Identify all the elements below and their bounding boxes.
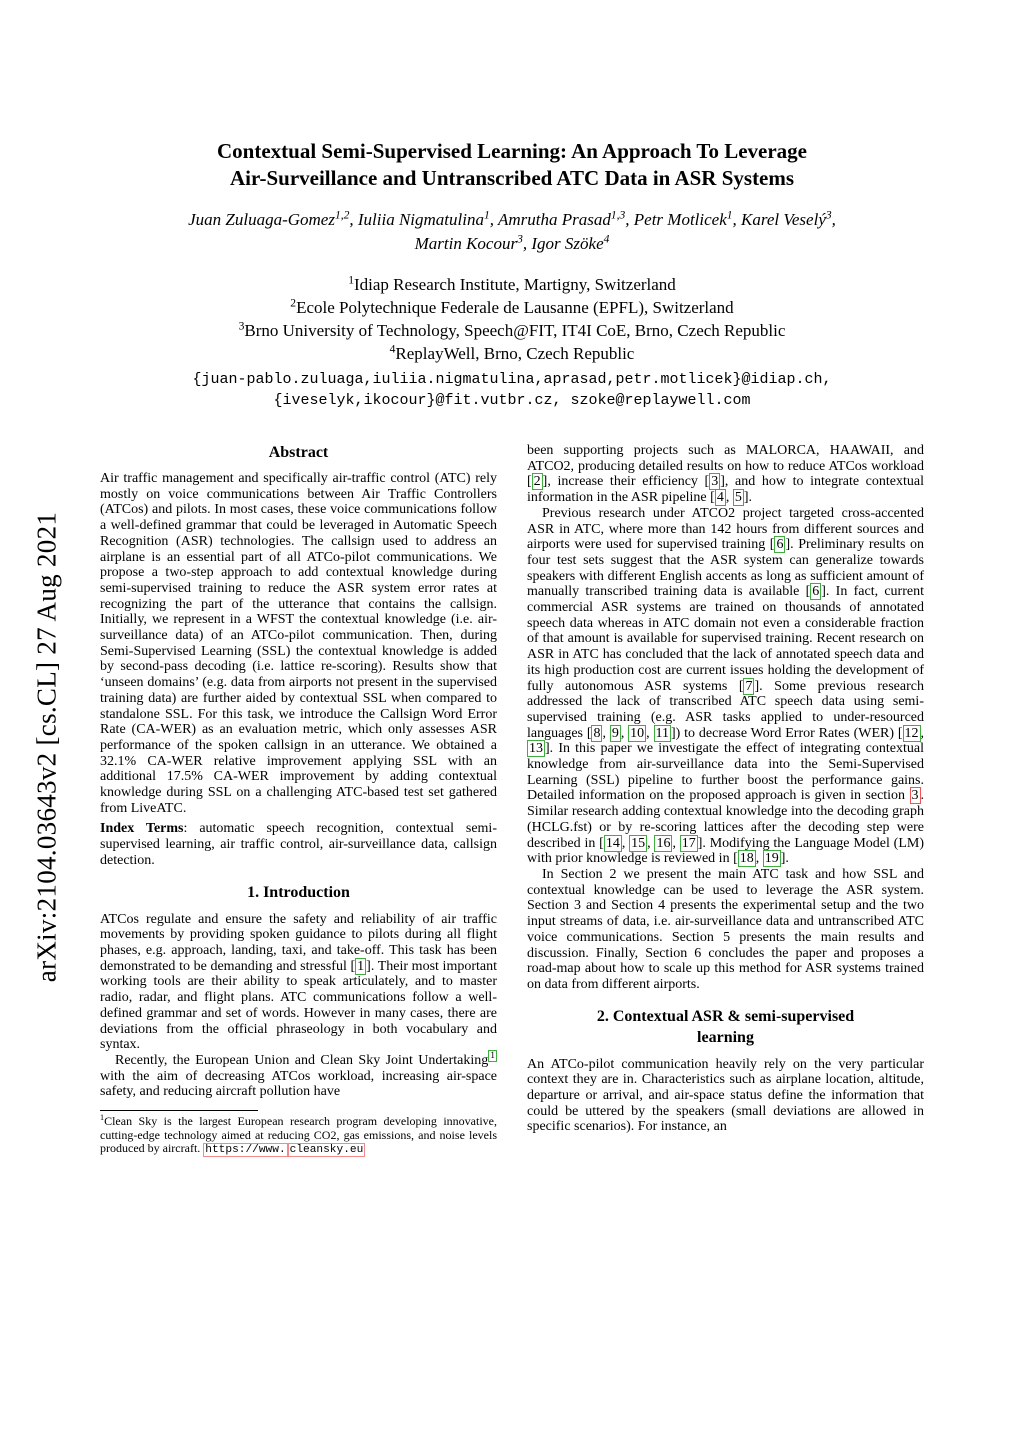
section-heading-line: 2. Contextual ASR & semi-supervised: [596, 1007, 855, 1025]
abstract-heading: Abstract: [268, 444, 329, 461]
right-column: [527, 443, 924, 1156]
section-heading: [527, 1006, 924, 1048]
arxiv-watermark: arXiv:2104.03643v2 [cs.CL] 27 Aug 2021: [31, 511, 62, 983]
paragraph: been supporting projects such as MALORCA, HAAWAII, and ATCO2, producing detailed results on how to reduce ATCos workload [ 2 ], increase their efficiency [ 3 ], and how to integrate contextual information in the ASR pipeline [ 4 , 5 ].: [527, 443, 924, 506]
paragraph: An ATCo-pilot communication heavily rely on the very particular context they are in. Characteristics such as airplane location, altitude, departure or arrival, and air-space status define the information that could be uttered by the speakers (small deviations are allowed in specific scenarios). For instance, an: [527, 1056, 924, 1135]
paragraph: ATCos regulate and ensure the safety and reliability of air traffic movements by providing spoken guidance to pilots during all flight phases, e.g. approach, landing, taxi, and take-off. This task has been demonstrated to be demanding and stressful [ 1 ]. Their most important working tools are their ability to speak articulately, and to master radio, radar, and flight plans. ATC communications follow a well-defined grammar and set of words. However in many cases, there are deviations from the official phraseology in both vocabulary and syntax.: [100, 911, 497, 1053]
section-heading-line: 1. Introduction: [247, 883, 350, 901]
citation-link[interactable]: 11: [655, 725, 669, 741]
affiliations: [0, 273, 1024, 365]
superscript: 1: [100, 1113, 105, 1123]
paragraph: Recently, the European Union and Clean Sky Joint Undertaking $^1$ with the aim of decreasing ATCos workload, increasing air-space safety, and reducing aircraft pollution have: [100, 1051, 497, 1100]
footnote-link[interactable]: 1: [490, 1051, 495, 1062]
citation-link[interactable]: 4: [716, 490, 724, 506]
author-line: Martin Kocour$^3$, Igor Szöke$^4$: [414, 232, 610, 253]
section-ref-link[interactable]: 3: [911, 788, 919, 804]
paper-title: [0, 138, 1024, 192]
affiliation-line: $^4$ReplayWell, Brno, Czech Republic: [389, 342, 635, 363]
affiliation-line: $^1$Idiap Research Institute, Martigny, Switzerland: [348, 273, 676, 294]
citation-link[interactable]: 19: [764, 851, 779, 867]
citation-link[interactable]: 6: [812, 584, 820, 600]
columns: [100, 443, 924, 1156]
section-heading-line: learning: [697, 1028, 754, 1046]
title-line-1: Contextual Semi-Supervised Learning: An Approach To Leverage: [217, 139, 807, 163]
superscript: 4: [389, 342, 396, 356]
superscript: 4: [603, 232, 610, 246]
citation-link[interactable]: 12: [904, 725, 919, 741]
superscript: 2: [290, 296, 297, 310]
citation-link[interactable]: 3: [711, 474, 719, 490]
authors: [0, 208, 1024, 256]
footnote-rule: [100, 1110, 258, 1111]
emails: [0, 369, 1024, 411]
external-link[interactable]: cleansky.eu: [289, 1144, 364, 1157]
affiliation-line: $^2$Ecole Polytechnique Federale de Lausanne (EPFL), Switzerland: [290, 296, 734, 317]
citation-link[interactable]: 1: [357, 958, 365, 974]
author-line: Juan Zuluaga-Gomez$^{1,2}$, Iuliia Nigmatulina$^1$, Amrutha Prasad$^{1,3}$, Petr Motlicek$^1$, Karel Veselý$^3$,: [188, 208, 836, 229]
bold-label: Index Terms: [100, 821, 184, 837]
email-line: {iveselyk,ikocour}@fit.vutbr.cz, szoke@replaywell.com: [273, 392, 751, 409]
paragraph: Air traffic management and specifically air-traffic control (ATC) rely mostly on voice communications between Air Traffic Controllers (ATCos) and pilots. In most cases, these voice communications follow a well-defined grammar that could be leveraged in Automatic Speech Recognition (ASR) technologies. The callsign used to address an airplane is an essential part of all ATCo-pilot communications. We propose a two-step approach to add contextual knowledge during semi-supervised training to reduce the ASR system error rates at recognizing the part of the utterance that contains the callsign. Initially, we represent in a WFST the contextual knowledge (i.e. air-surveillance data) of an ATCo-pilot communication. Then, during Semi-Supervised Learning (SSL) the contextual knowledge is added by second-pass decoding (i.e. lattice re-scoring). Results show that ‘unseen domains’ (e.g. data from airports not present in the supervised training data) are further aided by contextual SSL when compared to standalone SSL. For this task, we introduce the Callsign Word Error Rate (CA-WER) as an evaluation metric, which only assesses ASR performance of the spoken callsign in an utterance. We obtained a 32.1% CA-WER relative improvement applying SSL with an additional 17.5% CA-WER improvement by adding contextual knowledge during SSL on a challenging ATC-based test set gathered from LiveATC.: [100, 471, 497, 816]
paragraph: In Section 2 we present the main ATC task and how SSL and contextual knowledge can be used to leverage the ASR system. Section 3 and Section 4 presents the experimental setup and the two input streams of data, i.e. air-surveillance data and untranscribed ATC voice communications. Section 5 presents the main results and discussion. Finally, Section 6 concludes the paper and proposes a road-map about how to scale up this method for ASR systems trained on data from different airports.: [527, 866, 924, 992]
superscript: [488, 1050, 497, 1062]
title-line-2: Air-Surveillance and Untranscribed ATC Data in ASR Systems: [229, 166, 795, 190]
citation-link[interactable]: 14: [605, 835, 620, 851]
citation-link[interactable]: 6: [776, 537, 784, 553]
affiliation-line: $^3$Brno University of Technology, Speech@FIT, IT4I CoE, Brno, Czech Republic: [238, 319, 786, 340]
superscript: 3: [825, 208, 832, 222]
superscript: 1: [483, 208, 490, 222]
paragraph: Index Terms: automatic speech recognition, contextual semi-supervised learning, air traffic control, air-surveillance data, callsign detection.: [100, 821, 497, 868]
superscript: 1,3: [610, 208, 626, 222]
paragraph: Previous research under ATCO2 project targeted cross-accented ASR in ATC, where more than 142 hours from different sources and airports were used for supervised training [ 6 ]. Preliminary results on four test sets suggest that the ASR system can generalize towards speakers with different English accents as long as sufficient amount of manually transcribed training data is available [ 6 ]. In fact, current commercial ASR systems are trained on thousands of annotated speech data whereas in ATC domain not even a considerable fraction of that amount is available for supervised training. Recent research on ASR in ATC has concluded that the lack of annotated speech data and its high production cost are current issues holding the development of fully autonomous ASR systems [ 7 ]. Some previous research addressed the lack of transcribed ATC speech data using semi-supervised training (e.g. ASR tasks applied to under-resourced languages [ 8 , 9 , 10 , 11 ]) to decrease Word Error Rates (WER) [ 12 , 13 ]. In this paper we investigate the effect of integrating contextual knowledge from air-surveillance data into the Semi-Supervised Learning (SSL) pipeline to further boost the performance gains. Detailed information on the proposed approach is given in section 3 . Similar research adding contextual knowledge into the decoding graph (HCLG.fst) or by re-scoring lattices after the decoding step were described in [ 14 , 15 , 16 , 17 ]. Modifying the Language Model (LM) with prior knowledge is reviewed in [ 18 , 19 ].: [527, 505, 925, 867]
superscript: 1: [348, 273, 354, 287]
superscript: 1: [726, 208, 733, 222]
superscript: 3: [517, 232, 523, 246]
external-link[interactable]: https://www.: [205, 1144, 286, 1157]
citation-link[interactable]: 17: [681, 835, 696, 851]
left-column: [100, 443, 497, 1156]
paper-header: [0, 0, 1024, 411]
citation-link[interactable]: 5: [734, 490, 742, 506]
email-line: {juan-pablo.zuluaga,iuliia.nigmatulina,aprasad,petr.motlicek}@idiap.ch,: [192, 371, 832, 388]
superscript: 1,2: [334, 208, 350, 222]
citation-link[interactable]: 9: [611, 725, 619, 741]
citation-link[interactable]: 15: [631, 835, 646, 851]
citation-link[interactable]: 2: [533, 474, 541, 490]
citation-link[interactable]: 13: [529, 741, 543, 757]
section-heading: [100, 882, 497, 903]
citation-link[interactable]: 7: [745, 678, 753, 694]
footnote: $^1$Clean Sky is the largest European research program developing innovative, cutting-edge technology aimed at reducing CO2, gas emissions, and noise levels produced by aircraft. https://www. cleansky.eu: [100, 1113, 497, 1157]
superscript: 3: [238, 319, 245, 333]
citation-link[interactable]: 10: [630, 725, 645, 741]
citation-link[interactable]: 8: [593, 725, 601, 741]
citation-link[interactable]: 18: [739, 851, 754, 867]
citation-link[interactable]: 16: [656, 835, 671, 851]
